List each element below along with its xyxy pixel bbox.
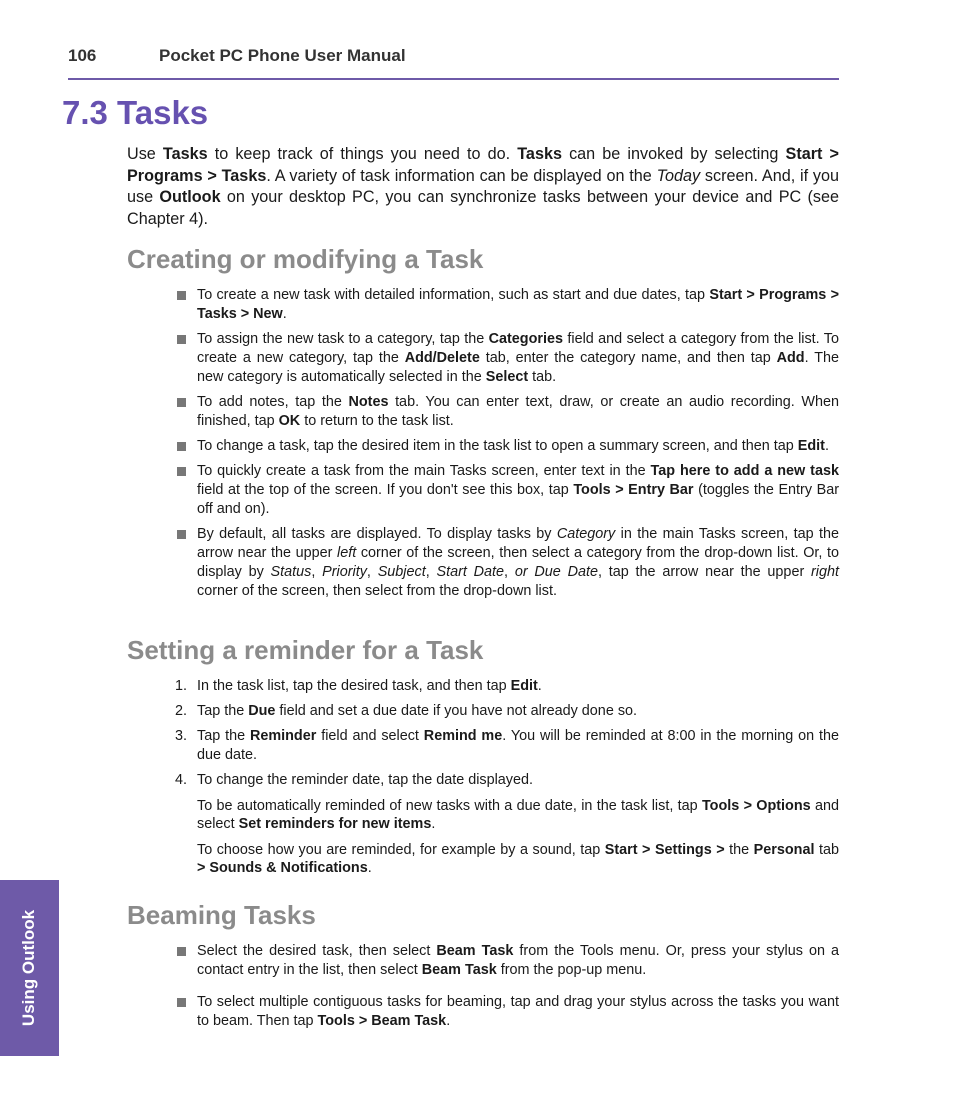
list-item: To create a new task with detailed information, such as start and due dates, tap Start > Programs > Tasks > New. [175,286,839,324]
list-item: 1. In the task list, tap the desired task, and then tap Edit. [175,678,542,694]
step-number: 2. [175,703,188,719]
list-item: To assign the new task to a category, tap the Categories field and select a category from the list. To create a new category, tap the Add/Delete tab, enter the category name, and then tap Add. The new category is automatically selected in the Select tab. [175,330,839,387]
manual-title: Pocket PC Phone User Manual [159,46,406,65]
square-bullet-icon [177,442,186,451]
side-tab-label: Using Outlook [19,909,38,1027]
square-bullet-icon [177,398,186,407]
creating-list [175,286,839,601]
section-heading-creating: Creating or modifying a Task [127,244,484,274]
square-bullet-icon [177,467,186,476]
step-number: 3. [175,728,188,744]
list-item: To change a task, tap the desired item in the task list to open a summary screen, and then tap Edit. [175,437,839,456]
section-heading-beaming: Beaming Tasks [127,900,316,930]
step-number: 4. [175,772,188,788]
page-number: 106 [68,46,97,65]
beaming-list [175,942,839,1031]
list-item: 4. To change the reminder date, tap the date displayed. [175,772,534,788]
square-bullet-icon [177,998,186,1007]
square-bullet-icon [177,530,186,539]
square-bullet-icon [177,291,186,300]
intro-paragraph: Use Tasks to keep track of things you need to do. Tasks can be invoked by selecting Start > Programs > Tasks. A variety of task information can be displayed on the Today screen. And, if you use Outlook on your desktop PC, you can synchronize tasks between your device and PC (see Chapter 4). [127,145,839,228]
list-item: To select multiple contiguous tasks for beaming, tap and drag your stylus across the tasks you want to beam. Then tap Tools > Beam Task. [175,993,839,1031]
page-header [68,46,839,80]
step-number: 1. [175,678,188,694]
list-item: 2. Tap the Due field and set a due date if you have not already done so. [175,703,638,719]
list-item: To add notes, tap the Notes tab. You can enter text, draw, or create an audio recording. When finished, tap OK to return to the task list. [175,393,839,431]
reminder-note: To choose how you are reminded, for example by a sound, tap Start > Settings > the Personal tab > Sounds & Notifications. [197,842,839,876]
reminder-steps [175,677,839,790]
section-heading-reminder: Setting a reminder for a Task [127,635,484,665]
chapter-title: 7.3 Tasks [62,94,209,131]
square-bullet-icon [177,947,186,956]
list-item: 3. Tap the Reminder field and select Remind me. You will be reminded at 8:00 in the morning on the due date. [175,728,839,763]
list-item: By default, all tasks are displayed. To display tasks by Category in the main Tasks screen, tap the arrow near the upper left corner of the screen, then select a category from the drop-down list. Or, to display by Status, Priority, Subject, Start Date, or Due Date, tap the arrow near the upper right corner of the screen, then select from the drop-down list. [175,525,839,601]
square-bullet-icon [177,335,186,344]
list-item: Select the desired task, then select Beam Task from the Tools menu. Or, press your stylus on a contact entry in the list, then select Beam Task from the pop-up menu. [175,942,839,980]
list-item: To quickly create a task from the main Tasks screen, enter text in the Tap here to add a new task field at the top of the screen. If you don't see this box, tap Tools > Entry Bar (toggles the Entry Bar off and on). [175,462,839,519]
reminder-note: To be automatically reminded of new tasks with a due date, in the task list, tap Tools > Options and select Set reminders for new items. [197,798,839,832]
